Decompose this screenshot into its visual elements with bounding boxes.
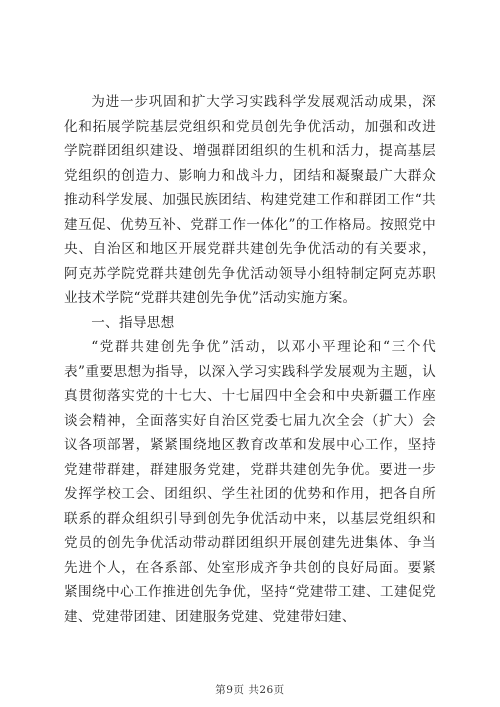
document-body <box>64 90 436 629</box>
section-heading-guiding-ideology: 一、指导思想 <box>91 314 175 331</box>
page-number-footer: 第9页 共26页 <box>215 684 285 696</box>
intro-paragraph: 为进一步巩固和扩大学习实践科学发展观活动成果，深化和拓展学院基层党组织和党员创先争优活动，加强和改进学院群团组织建设、增强群团组织的生机和活力，提高基层党组织的创造力、影响力和战斗力，团结和凝聚最广大群众推动科学发展、加强民族团结、构建党建工作和群团工作“共建互促、优势互补、党群工作一体化”的工作格局。按照党中央、自治区和地区开展党群共建创先争优活动的有关要求，阿克苏学院党群共建创先争优活动领导小组特制定阿克苏职业技术学院“党群共建创先争优”活动实施方案。 <box>64 94 436 306</box>
section-body-paragraph: “党群共建创先争优”活动，以邓小平理论和“三个代表”重要思想为指导，以深入学习实践科学发展观为主题，认真贯彻落实党的十七大、十七届四中全会和中央新疆工作座谈会精神，全面落实好自治区党委七届九次全会（扩大）会议各项部署，紧紧围绕地区教育改革和发展中心工作，坚持党建带群建，群建服务党建，党群共建创先争优。要进一步发挥学校工会、团组织、学生社团的优势和作用，把各自所联系的群众组织引导到创先争优活动中来，以基层党组织和党员的创先争优活动带动群团组织开展创建先进集体、争当先进个人，在各系部、处室形成齐争共创的良好局面。要紧紧围绕中心工作推进创先争优，坚持“党建带工建、工建促党建、党建带团建、团建服务党建、党建带妇建、 <box>64 339 436 625</box>
